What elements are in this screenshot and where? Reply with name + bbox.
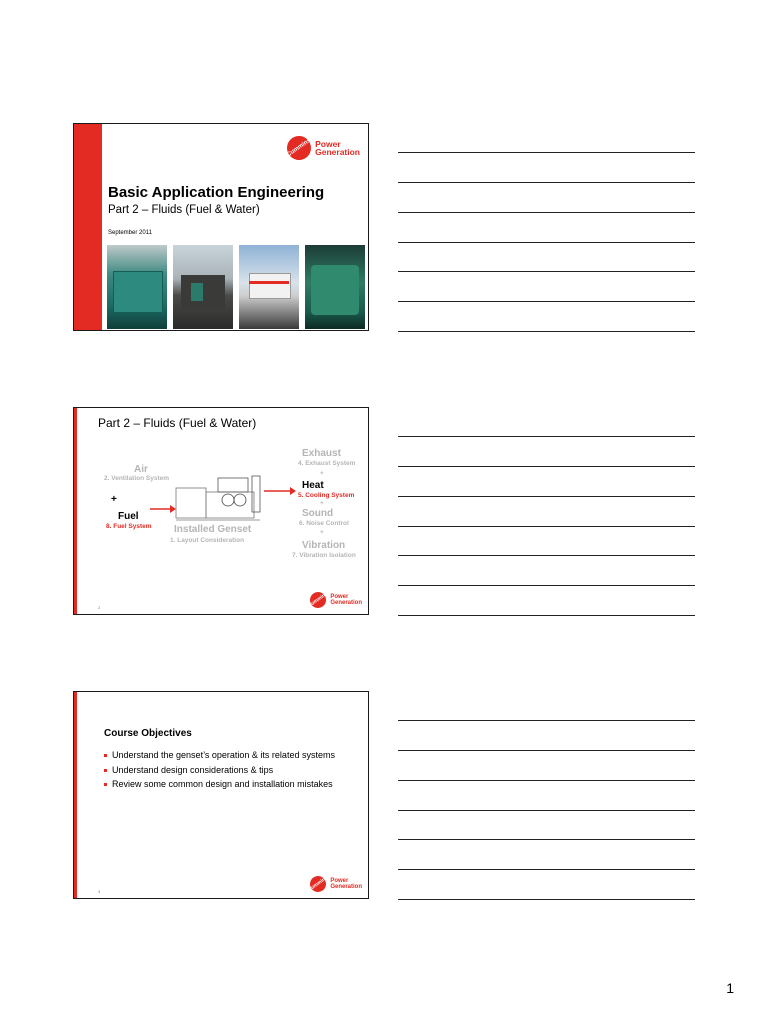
diagram-fuel-system: 8. Fuel System	[106, 523, 152, 530]
diagram-installed: Installed Genset	[174, 524, 252, 535]
diagram-ventilation: 2. Ventilation System	[104, 475, 170, 482]
slide-heading: Course Objectives	[104, 728, 192, 739]
logo-line-1: Power	[315, 138, 341, 149]
cummins-logo-mark: Cummins	[307, 873, 329, 895]
slide-heading: Part 2 – Fluids (Fuel & Water)	[98, 416, 257, 430]
genset-photo-4	[305, 245, 365, 329]
arrow-in-icon	[150, 504, 176, 514]
slide-page-number: 2	[98, 605, 101, 610]
diagram-cooling: 5. Cooling System	[298, 492, 355, 499]
diagram-layout: 1. Layout Consideration	[170, 537, 245, 544]
logo-line-2: Generation	[330, 600, 362, 606]
note-line	[398, 615, 695, 616]
genset-drawing-icon	[174, 470, 264, 526]
diagram-vibration: Vibration	[302, 540, 346, 551]
cummins-logo-mark: Cummins	[282, 131, 315, 164]
genset-photo-3	[239, 245, 299, 329]
note-line	[398, 585, 695, 586]
slide-1	[73, 123, 369, 331]
slide-date: September 2011	[108, 230, 152, 236]
slide-page-number: 3	[98, 889, 101, 894]
diagram-exhaust-system: 4. Exhaust System	[298, 460, 356, 467]
objectives-list	[104, 750, 354, 794]
diagram-plus-1: +	[320, 470, 324, 477]
note-line	[398, 182, 695, 183]
diagram-fuel: Fuel	[118, 511, 139, 522]
diagram-vibration-isolation: 7. Vibration Isolation	[292, 552, 356, 559]
note-line	[398, 899, 695, 900]
diagram-plus-left: +	[111, 494, 117, 505]
logo-line-2: Generation	[330, 884, 362, 890]
power-generation-wordmark	[315, 140, 360, 157]
note-line	[398, 839, 695, 840]
logo-line-2: Generation	[315, 147, 360, 157]
note-line	[398, 496, 695, 497]
cummins-logo-mark: Cummins	[307, 589, 329, 611]
power-generation-wordmark	[330, 878, 362, 890]
photo-strip	[107, 245, 365, 329]
note-line	[398, 466, 695, 467]
cummins-logo	[287, 136, 360, 160]
list-item: Understand the genset’s operation & its related systems	[104, 750, 354, 762]
diagram-plus-3: +	[320, 529, 324, 536]
note-line	[398, 869, 695, 870]
slide-accent-bar	[74, 124, 102, 330]
note-line	[398, 212, 695, 213]
list-item: Review some common design and installation mistakes	[104, 779, 354, 791]
note-line	[398, 555, 695, 556]
logo-line-1: Power	[330, 878, 349, 884]
page-number: 1	[726, 980, 734, 996]
slide-accent-bar	[74, 692, 77, 898]
note-line	[398, 750, 695, 751]
cummins-logo	[307, 591, 362, 609]
slide-title: Basic Application Engineering	[108, 184, 325, 201]
note-line	[398, 720, 695, 721]
note-line	[398, 271, 695, 272]
diagram-heat: Heat	[302, 480, 324, 491]
diagram-air: Air	[134, 464, 148, 475]
slide-2	[73, 407, 369, 615]
slide-accent-bar	[74, 408, 77, 614]
cummins-logo	[307, 875, 362, 893]
diagram-exhaust: Exhaust	[302, 448, 341, 459]
note-line	[398, 301, 695, 302]
note-line	[398, 526, 695, 527]
note-line	[398, 242, 695, 243]
list-item: Understand design considerations & tips	[104, 765, 354, 777]
note-line	[398, 152, 695, 153]
genset-photo-1	[107, 245, 167, 329]
slide-3	[73, 691, 369, 899]
note-line	[398, 810, 695, 811]
diagram-noise: 6. Noise Control	[299, 520, 349, 527]
genset-photo-2	[173, 245, 233, 329]
note-line	[398, 436, 695, 437]
slide-subtitle: Part 2 – Fluids (Fuel & Water)	[108, 204, 260, 216]
logo-line-1: Power	[330, 594, 349, 600]
diagram-sound: Sound	[302, 508, 334, 519]
note-line	[398, 331, 695, 332]
power-generation-wordmark	[330, 594, 362, 606]
arrow-out-icon	[264, 486, 296, 496]
diagram-plus-2: +	[320, 500, 324, 507]
note-line	[398, 780, 695, 781]
